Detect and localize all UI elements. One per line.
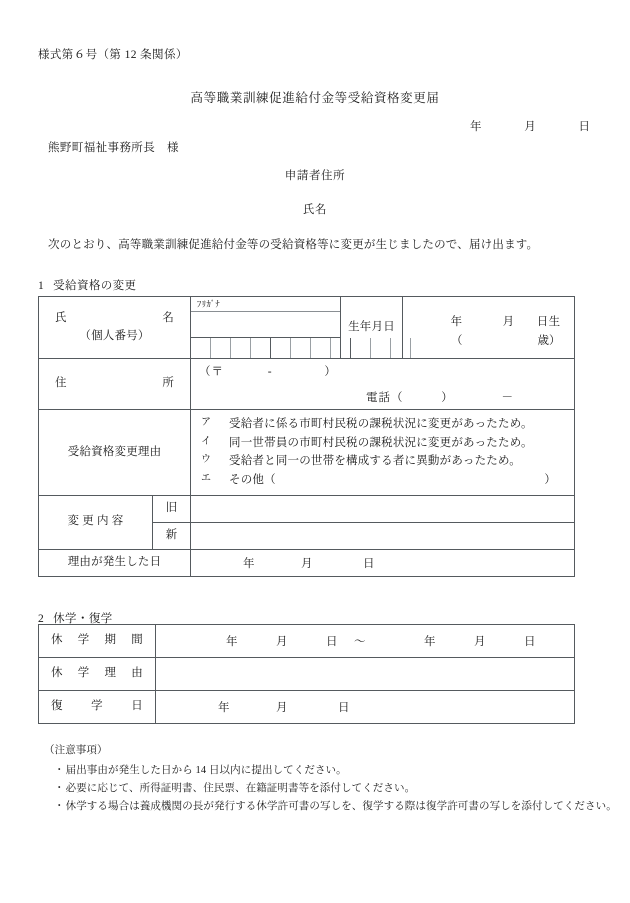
table-row-leave-reason	[39, 658, 575, 691]
addressee: 熊野町福祉事務所長 様	[48, 142, 179, 154]
mynumber-box[interactable]	[411, 338, 430, 358]
note-item-1	[54, 762, 617, 780]
name-label-cell	[39, 297, 191, 359]
address-label-cell	[39, 359, 191, 410]
change-reason-options	[191, 410, 574, 495]
return-year: 年	[218, 702, 230, 714]
return-date-label-char-2: 学	[91, 700, 103, 713]
reason-option-a[interactable]	[201, 415, 566, 434]
lead-statement: 次のとおり、高等職業訓練促進給付金等の受給資格等に変更が生じましたので、届け出ます。	[48, 239, 539, 251]
note-bullet: ・	[54, 783, 65, 795]
return-date-label	[39, 698, 155, 715]
mynumber-box[interactable]	[191, 338, 211, 358]
notes-heading: （注意事項）	[44, 745, 108, 756]
note-text-1: 届出事由が発生した日から 14 日以内に提出してください。	[65, 765, 347, 776]
occur-date-label: 理由が発生した日	[39, 549, 191, 576]
dob-date-line	[403, 307, 574, 329]
notes-list	[44, 762, 617, 816]
note-text-2: 必要に応じて、所得証明書、住民票、在籍証明書等を添付してください。	[65, 783, 416, 795]
leave-reason-label-char-2: 学	[77, 667, 90, 680]
mynumber-cell[interactable]	[191, 338, 341, 359]
page-title: 高等職業訓練促進給付金等受給資格変更届	[190, 91, 440, 105]
postal-open: （〒	[199, 366, 225, 378]
mynumber-box[interactable]	[251, 338, 270, 358]
leave-period-label-char-3: 期	[104, 634, 117, 647]
dob-age-close: 歳）	[537, 335, 561, 347]
name-label-char-1: 氏	[55, 312, 67, 325]
submission-date-day: 日	[578, 121, 590, 133]
note-bullet: ・	[54, 801, 65, 813]
leave-to-year: 年	[424, 636, 436, 648]
address-label	[39, 375, 190, 392]
address-label-char-2: 所	[162, 377, 175, 390]
leave-reason-value[interactable]	[156, 658, 575, 691]
leave-reason-label-char-4: 由	[131, 667, 143, 680]
reason-option-i[interactable]	[201, 434, 566, 453]
dob-year: 年	[450, 316, 463, 328]
return-day: 日	[338, 702, 350, 714]
mynumber-box[interactable]	[331, 338, 350, 358]
leave-from-day: 日	[326, 636, 338, 648]
change-new-value[interactable]	[191, 522, 575, 549]
return-date-line	[156, 699, 574, 715]
section-2-title: 休学・復学	[53, 613, 113, 625]
leave-period-line	[156, 633, 574, 649]
reason-text-u: 受給者と同一の世帯を構成する者に異動があったため。	[229, 455, 521, 468]
leave-period-tilde: ～	[354, 636, 366, 648]
leave-reason-label-cell	[39, 658, 156, 691]
table-row-occur-date	[39, 549, 575, 576]
return-date-label-cell	[39, 691, 156, 724]
reason-marker-e: エ	[201, 472, 212, 484]
change-content-label: 変 更 内 容	[39, 495, 153, 549]
leave-to-day: 日	[524, 636, 536, 648]
eligibility-change-table	[38, 296, 575, 577]
leave-period-label	[39, 632, 155, 649]
leave-period-label-cell	[39, 625, 156, 658]
section-1-title: 受給資格の変更	[53, 280, 137, 292]
leave-period-label-char-2: 学	[77, 634, 90, 647]
leave-period-value[interactable]	[156, 625, 575, 658]
reason-other-open: その他（	[229, 473, 276, 486]
submission-date-line	[470, 118, 590, 134]
notes-section	[44, 742, 617, 816]
table-row-return-date	[39, 691, 575, 724]
mynumber-box[interactable]	[291, 338, 311, 358]
table-row-name	[39, 297, 575, 338]
leave-from-year: 年	[226, 636, 238, 648]
applicant-address-label: 申請者住所	[284, 170, 346, 182]
telephone-line	[191, 379, 574, 409]
dob-day: 日生	[536, 316, 561, 328]
leave-to-month: 月	[474, 636, 486, 648]
furigana-label: ﾌﾘｶﾞﾅ	[191, 297, 340, 312]
leave-return-table	[38, 624, 575, 724]
mynumber-box[interactable]	[231, 338, 251, 358]
name-label	[39, 310, 190, 327]
tel-dash: －	[501, 392, 515, 404]
dob-month: 月	[502, 316, 515, 328]
section-2-number: 2	[38, 613, 45, 625]
postal-close: ）	[324, 366, 337, 378]
note-text-3: 休学する場合は養成機関の長が発行する休学許可書の写しを、復学する際は復学許可書の写しを添付してください。	[65, 801, 617, 813]
reason-text-a: 受給者に係る市町村民税の課税状況に変更があったため。	[229, 418, 533, 430]
change-old-label: 旧	[153, 495, 191, 522]
leave-reason-label-char-3: 理	[104, 667, 117, 680]
occur-date-line	[191, 555, 574, 571]
reason-other-close: ）	[544, 473, 557, 486]
name-input-area[interactable]	[191, 312, 340, 337]
reason-marker-i: イ	[201, 435, 212, 447]
mynumber-boxes[interactable]	[191, 338, 340, 358]
reason-option-e[interactable]	[201, 471, 566, 490]
furigana-cell[interactable]	[191, 297, 341, 338]
change-reason-options-cell[interactable]	[191, 410, 575, 496]
reason-text-i: 同一世帯員の市町村民税の課税状況に変更があったため。	[229, 436, 533, 449]
occur-month: 月	[301, 557, 313, 570]
mynumber-box[interactable]	[311, 338, 331, 358]
leave-reason-label	[39, 665, 155, 682]
table-row-address	[39, 359, 575, 410]
leave-reason-label-char-1: 休	[51, 667, 63, 680]
leave-period-label-char-1: 休	[51, 634, 63, 647]
dob-label: 生年月日	[341, 297, 403, 359]
mynumber-box[interactable]	[211, 338, 231, 358]
tel-label: 電話（	[366, 392, 404, 404]
submission-date-month: 月	[524, 121, 536, 133]
mynumber-box[interactable]	[351, 338, 371, 358]
return-date-value[interactable]	[156, 691, 575, 724]
reason-marker-u: ウ	[201, 454, 212, 466]
return-date-label-char-3: 日	[131, 700, 143, 713]
table-row-change-old	[39, 495, 575, 522]
leave-period-label-char-4: 間	[131, 634, 143, 647]
mynumber-group-2[interactable]	[271, 338, 351, 358]
mynumber-group-1[interactable]	[191, 338, 271, 358]
postal-code-line	[191, 359, 574, 379]
table-row-leave-period	[39, 625, 575, 658]
applicant-name-label: 氏名	[302, 204, 328, 216]
name-label-char-2: 名	[162, 312, 175, 325]
occur-year: 年	[243, 557, 255, 570]
reason-text-e	[229, 471, 566, 490]
mynumber-box[interactable]	[271, 338, 291, 358]
dob-age-open: （	[451, 335, 463, 347]
address-label-char-1: 住	[55, 377, 67, 390]
table-row-change-reason	[39, 410, 575, 496]
occur-date-value[interactable]	[191, 549, 575, 576]
change-new-label: 新	[153, 522, 191, 549]
name-sub-label: （個人番号）	[79, 329, 150, 342]
section-1-number: 1	[38, 280, 45, 292]
reason-marker-a: ア	[201, 417, 212, 428]
note-item-3	[54, 798, 617, 816]
address-value-cell[interactable]	[191, 359, 575, 410]
note-item-2	[54, 780, 617, 798]
submission-date-year: 年	[470, 121, 482, 133]
form-number: 様式第６号（第 12 条関係）	[38, 49, 188, 61]
tel-close: ）	[441, 392, 454, 404]
postal-dash: -	[267, 366, 273, 378]
change-reason-label: 受給資格変更理由	[39, 410, 191, 496]
mynumber-box[interactable]	[391, 338, 411, 358]
mynumber-box[interactable]	[371, 338, 391, 358]
reason-option-u[interactable]	[201, 452, 566, 471]
change-old-value[interactable]	[191, 495, 575, 522]
return-month: 月	[276, 702, 288, 714]
note-bullet: ・	[54, 765, 65, 776]
section-1-heading	[38, 277, 136, 293]
occur-day: 日	[363, 557, 375, 570]
mynumber-group-3[interactable]	[351, 338, 430, 358]
leave-from-month: 月	[276, 636, 288, 648]
return-date-label-char-1: 復	[51, 700, 63, 713]
